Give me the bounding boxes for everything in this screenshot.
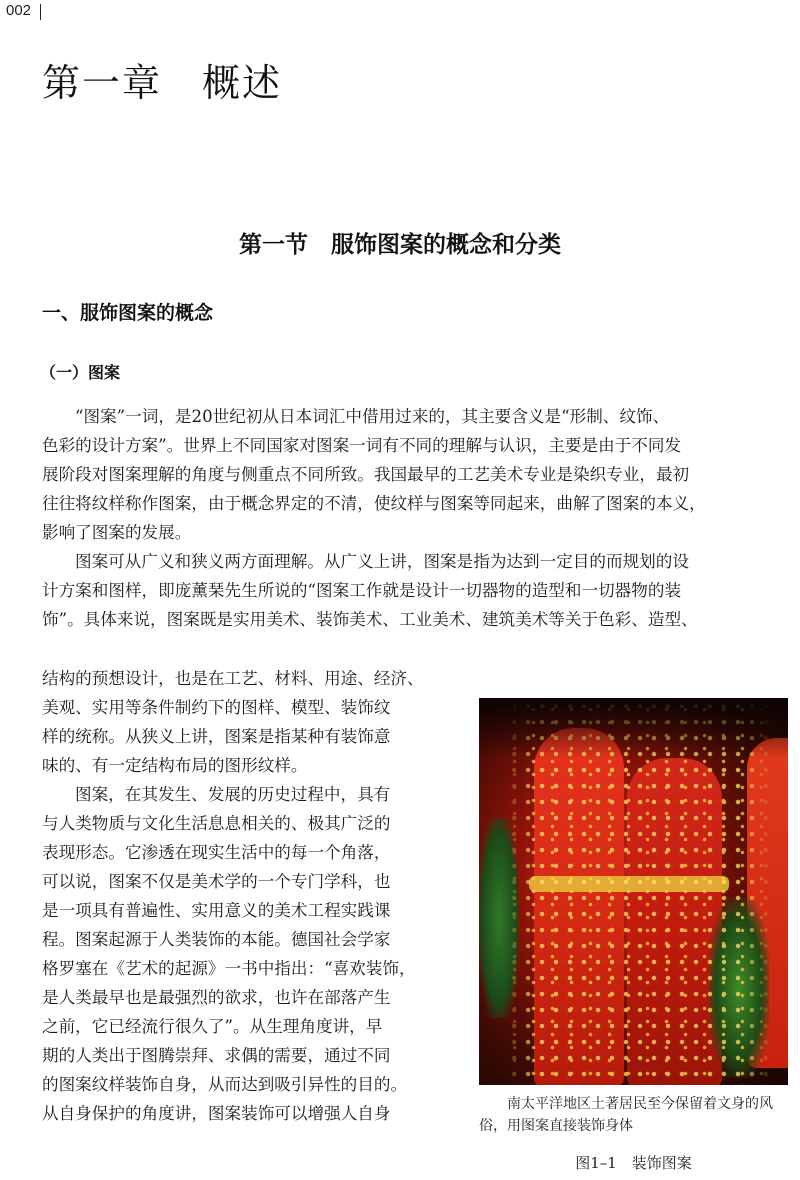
chapter-title: 第一章 概述 — [42, 61, 283, 105]
body-text-full-width — [42, 402, 770, 634]
section-title: 第一节 服饰图案的概念和分类 — [239, 232, 561, 258]
body-line: 图案可从广义和狭义两方面理解。从广义上讲，图案是指为达到一定目的而规划的设 — [75, 552, 689, 571]
body-line: 程。图案起源于人类装饰的本能。德国社会学家 — [42, 930, 391, 949]
body-line: 美观、实用等条件制约下的图样、模型、装饰纹 — [42, 698, 391, 717]
body-line: 格罗塞在《艺术的起源》一书中指出：“喜欢装饰， — [42, 959, 416, 978]
body-line: 影响了图案的发展。 — [42, 523, 192, 542]
body-line: 与人类物质与文化生活息息相关的、极其广泛的 — [42, 814, 391, 833]
page-number-divider — [40, 4, 41, 20]
body-line: 从自身保护的角度讲，图案装饰可以增强人自身 — [42, 1104, 391, 1123]
body-line: 之前，它已经流行很久了”。从生理角度讲，早 — [42, 1017, 383, 1036]
body-line: “图案”一词，是20世纪初从日本词汇中借用过来的，其主要含义是“形制、纹饰、 — [75, 407, 670, 426]
body-line: 结构的预想设计，也是在工艺、材料、用途、经济、 — [42, 669, 424, 688]
body-line: 是一项具有普遍性、实用意义的美术工程实践课 — [42, 901, 391, 920]
figure-dark-background — [479, 698, 788, 758]
body-line: 可以说，图案不仅是美术学的一个专门学科，也 — [42, 872, 391, 891]
body-text-left-column — [42, 664, 462, 1128]
body-line: 往往将纹样称作图案，由于概念界定的不清，使纹样与图案等同起来，曲解了图案的本义， — [42, 494, 706, 513]
body-line: 的图案纹样装饰自身，从而达到吸引异性的目的。 — [42, 1075, 408, 1094]
body-line: 计方案和图样，即庞薰琹先生所说的“图案工作就是设计一切器物的造型和一切器物的装 — [42, 581, 682, 600]
body-line: 展阶段对图案理解的角度与侧重点不同所致。我国最早的工艺美术专业是染织专业，最初 — [42, 465, 690, 484]
body-line: 表现形态。它渗透在现实生活中的每一个角落， — [42, 843, 391, 862]
body-line: 样的统称。从狭义上讲，图案是指某种有装饰意 — [42, 727, 391, 746]
page-number: 002 — [6, 2, 32, 19]
body-line: 图案，在其发生、发展的历史过程中，具有 — [75, 785, 391, 804]
figure-caption-line: 俗，用图案直接装饰身体 — [479, 1118, 633, 1134]
figure-label: 图1–1 装饰图案 — [575, 1154, 692, 1172]
figure-caption-line: 南太平洋地区土著居民至今保留着文身的风 — [507, 1096, 773, 1112]
body-line: 味的、有一定结构布局的图形纹样。 — [42, 756, 308, 775]
figure-photo-body-decoration — [479, 698, 788, 1085]
subsubsection-title: （一）图案 — [40, 363, 121, 382]
body-line: 色彩的设计方案”。世界上不同国家对图案一词有不同的理解与认识，主要是由于不同发 — [42, 436, 682, 455]
figure-caption — [479, 1093, 788, 1137]
body-line: 饰”。具体来说，图案既是实用美术、装饰美术、工业美术、建筑美术等关于色彩、造型、 — [42, 610, 698, 629]
body-line: 期的人类出于图腾崇拜、求偶的需要，通过不同 — [42, 1046, 391, 1065]
subsection-title: 一、服饰图案的概念 — [42, 302, 214, 324]
body-line: 是人类最早也是最强烈的欲求，也许在部落产生 — [42, 988, 391, 1007]
